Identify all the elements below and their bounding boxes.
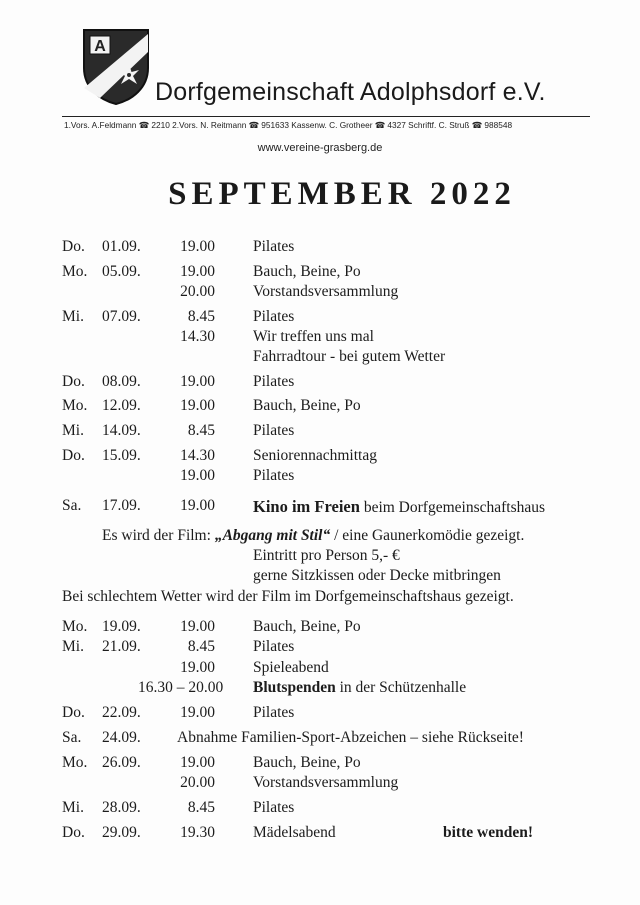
event-title: Wir treffen uns mal <box>253 327 374 345</box>
event-time: 14.30 <box>180 327 215 345</box>
event-date: 22.09. <box>102 704 141 722</box>
schedule-row <box>0 754 640 774</box>
event-title: Fahrradtour - bei gutem Wetter <box>253 348 446 366</box>
event-day: Mi. <box>62 421 84 439</box>
event-day: Mi. <box>62 307 84 325</box>
event-day: Mo. <box>62 753 88 771</box>
event-date: 15.09. <box>102 446 141 464</box>
event-date: 26.09. <box>102 753 141 771</box>
schedule-row <box>0 497 640 517</box>
event-time: 8.45 <box>187 798 215 816</box>
event-time: 20.00 <box>180 774 215 791</box>
schedule-row <box>0 467 640 487</box>
event-day: Do. <box>62 238 85 255</box>
blood-rest: in der Schützenhalle <box>335 678 467 696</box>
schedule-row <box>0 729 640 749</box>
schedule-row <box>0 547 640 567</box>
schedule-row <box>0 447 640 467</box>
header-divider <box>62 116 590 117</box>
event-date: 07.09. <box>102 307 141 325</box>
event-time: 19.00 <box>180 262 215 280</box>
schedule-row <box>0 679 640 699</box>
event-date: 14.09. <box>102 421 141 439</box>
event-title: Vorstandsversammlung <box>253 282 399 300</box>
schedule-row <box>0 283 640 303</box>
event-date: 19.09. <box>102 617 141 635</box>
schedule-row <box>0 328 640 348</box>
event-day: Mi. <box>62 798 84 816</box>
schedule-row <box>0 824 640 844</box>
logo-letter: A <box>94 38 106 55</box>
event-time: 19.30 <box>180 823 215 841</box>
entry-price: Eintritt pro Person 5,- € <box>253 547 400 564</box>
event-date: 17.09. <box>102 497 141 515</box>
event-date: 29.09. <box>102 823 141 841</box>
event-time: 19.00 <box>180 397 215 415</box>
event-time: 19.00 <box>180 372 215 390</box>
event-time: 19.00 <box>180 497 215 515</box>
event-title: Vorstandsversammlung <box>253 774 399 791</box>
event-title: Bauch, Beine, Po <box>253 617 361 635</box>
event-title: Seniorennachmittag <box>253 446 377 464</box>
schedule-row <box>0 774 640 794</box>
bring-note: gerne Sitzkissen oder Decke mitbringen <box>253 567 501 585</box>
event-title: Pilates <box>253 638 295 656</box>
page-title: SEPTEMBER 2022 <box>168 176 516 212</box>
event-time: 16.30 – 20.00 <box>138 678 224 696</box>
event-day: Do. <box>62 704 85 722</box>
event-title: Pilates <box>253 704 295 722</box>
event-time: 20.00 <box>180 282 215 300</box>
kino-title-bold: Kino im Freien <box>253 497 360 517</box>
schedule-row <box>0 527 640 547</box>
schedule-row <box>0 348 640 368</box>
event-title: Pilates <box>253 372 295 390</box>
event-title: Pilates <box>253 307 295 325</box>
organization-name: Dorfgemeinschaft Adolphsdorf e.V. <box>155 78 546 106</box>
website-link[interactable]: www.vereine-grasberg.de <box>257 142 383 154</box>
film-description <box>102 527 524 545</box>
schedule-row <box>0 263 640 283</box>
event-day: Sa. <box>62 728 82 746</box>
event-time: 14.30 <box>180 446 215 464</box>
schedule-row <box>0 567 640 587</box>
turn-page-note: bitte wenden! <box>443 823 533 841</box>
event-title: Pilates <box>253 238 295 255</box>
schedule-row <box>0 422 640 442</box>
schedule-row <box>0 618 640 638</box>
schedule-row <box>0 373 640 393</box>
event-day: Do. <box>62 823 85 841</box>
event-day: Mo. <box>62 262 88 280</box>
schedule-row <box>0 704 640 724</box>
schedule-row <box>0 308 640 328</box>
contact-line: 1.Vors. A.Feldmann ☎ 2210 2.Vors. N. Reitmann ☎ 951633 Kassenw. C. Grotheer ☎ 4327 Schriftf. C. Struß ☎ 988548 <box>64 120 513 130</box>
event-date: 08.09. <box>102 372 141 390</box>
blood-bold: Blutspenden <box>253 678 336 696</box>
schedule-row <box>0 588 640 608</box>
kino-title-rest: beim Dorfgemeinschaftshaus <box>359 499 546 517</box>
event-time: 19.00 <box>180 466 215 484</box>
event-time: 19.00 <box>180 753 215 771</box>
event-title: Pilates <box>253 798 295 816</box>
event-time: 8.45 <box>187 307 215 325</box>
event-day: Sa. <box>62 497 82 515</box>
event-day: Do. <box>62 446 85 464</box>
event-time: 19.00 <box>180 617 215 635</box>
event-day: Mo. <box>62 617 88 635</box>
schedule-row <box>0 397 640 417</box>
film-suffix: / eine Gaunerkomödie gezeigt. <box>330 526 525 544</box>
event-date: 28.09. <box>102 798 141 816</box>
event-title: Pilates <box>253 466 295 484</box>
schedule-row <box>0 638 640 658</box>
coat-of-arms-logo <box>82 28 150 106</box>
schedule-row <box>0 799 640 819</box>
event-date: 21.09. <box>102 638 141 656</box>
schedule-row <box>0 659 640 679</box>
event-title: Abnahme Familien-Sport-Abzeichen – siehe Rückseite! <box>177 728 524 746</box>
event-title: Mädelsabend <box>253 823 336 841</box>
event-title: Pilates <box>253 421 295 439</box>
event-time: 8.45 <box>187 421 215 439</box>
event-title: Bauch, Beine, Po <box>253 262 361 280</box>
event-title: Bauch, Beine, Po <box>253 397 361 415</box>
event-time: 19.00 <box>180 658 215 676</box>
event-date: 01.09. <box>102 238 141 255</box>
event-time: 8.45 <box>187 638 215 656</box>
event-day: Do. <box>62 372 85 390</box>
schedule-row <box>0 238 640 258</box>
event-title <box>253 679 466 697</box>
event-date: 12.09. <box>102 397 141 415</box>
event-title: Bauch, Beine, Po <box>253 753 361 771</box>
event-date: 24.09. <box>102 728 141 746</box>
event-title: Spieleabend <box>253 658 329 676</box>
event-title <box>253 497 545 517</box>
weather-note: Bei schlechtem Wetter wird der Film im Dorfgemeinschaftshaus gezeigt. <box>62 587 514 605</box>
event-date: 05.09. <box>102 262 141 280</box>
event-time: 19.00 <box>180 238 215 255</box>
film-prefix: Es wird der Film: <box>102 526 215 544</box>
event-day: Mi. <box>62 638 84 656</box>
event-time: 19.00 <box>180 704 215 722</box>
film-name: „Abgang mit Stil“ <box>214 526 331 544</box>
event-day: Mo. <box>62 397 88 415</box>
